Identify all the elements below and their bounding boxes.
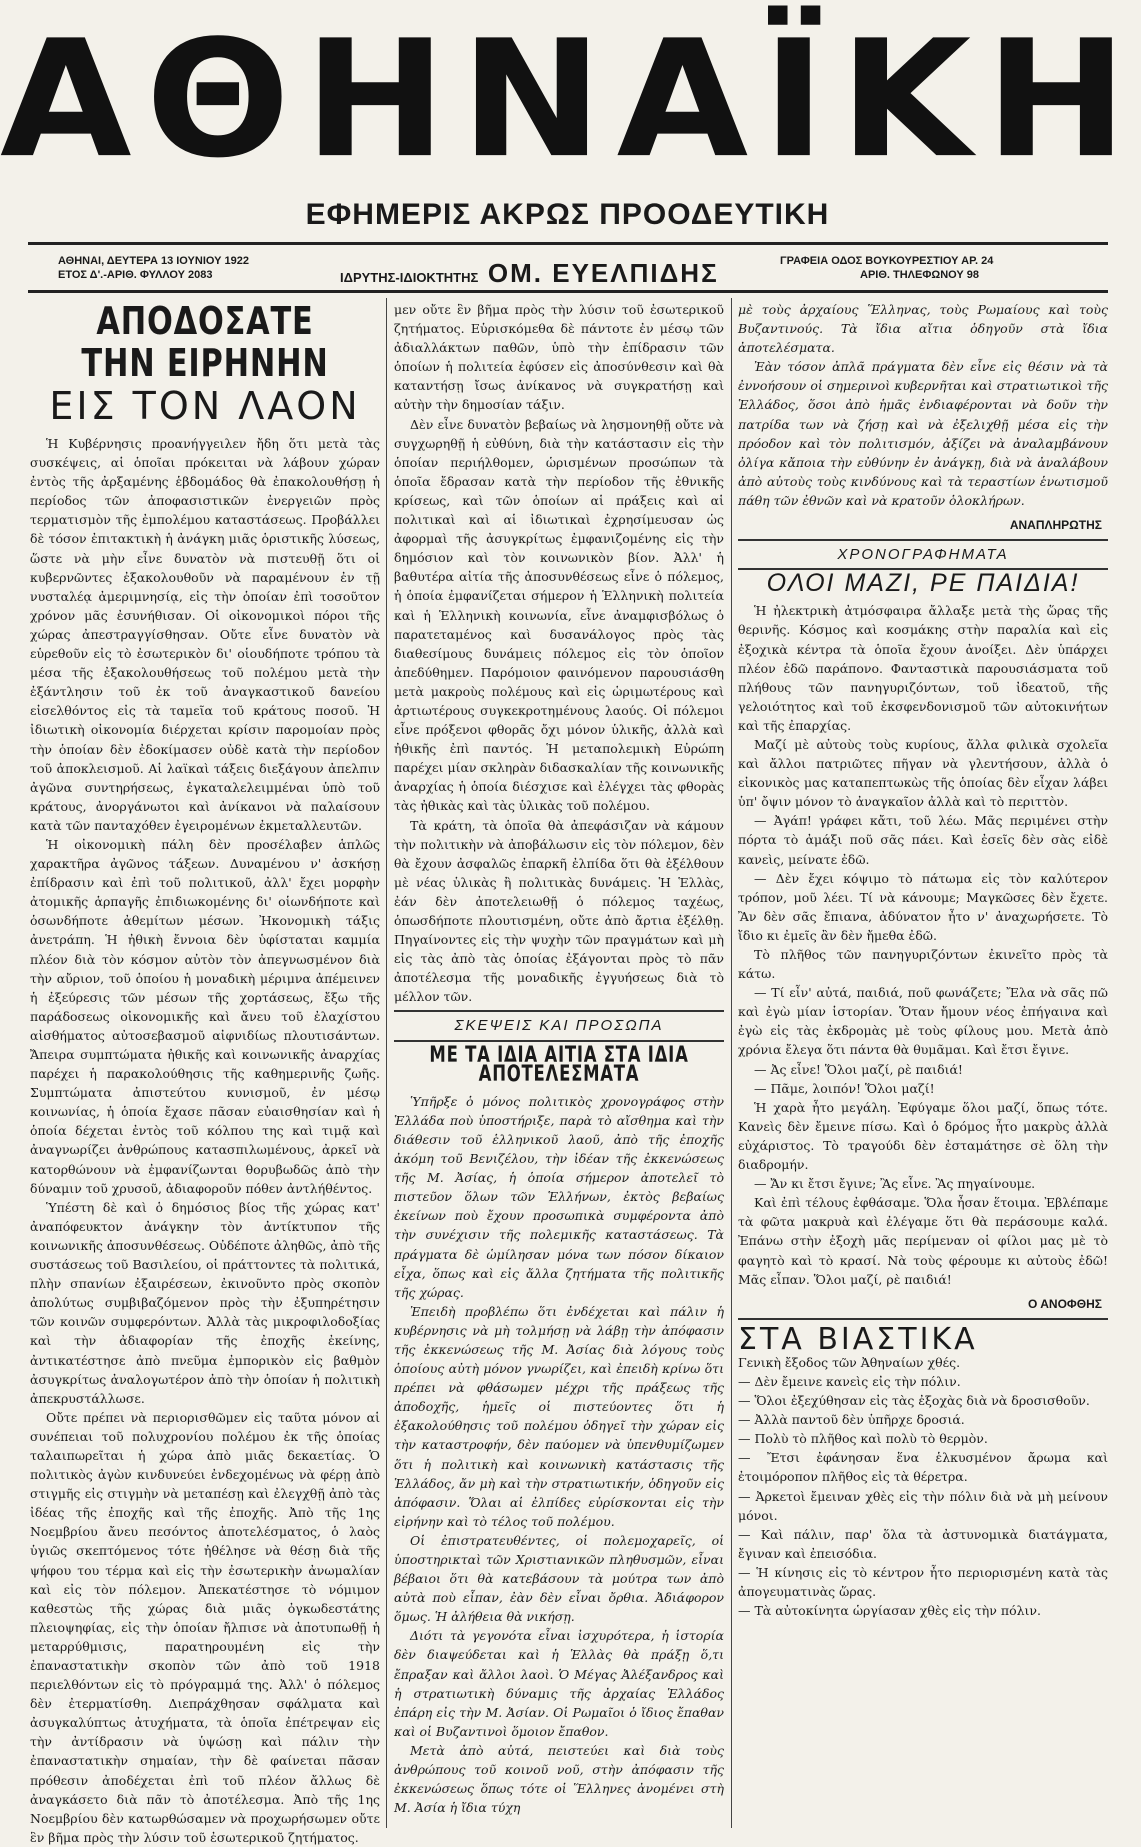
list-item: — Ἀλλὰ παντοῦ δὲν ὑπῆρχε δροσιά.: [738, 1412, 965, 1428]
header-rule-bottom: [28, 290, 1108, 293]
list-item: — Ἔτσι ἐφάνησαν ἕνα ἑλκυσμένον ἄρωμα καὶ ἐτοιμόροπον πλῆθος εἰς τὰ θέρετρα.: [738, 1450, 1108, 1485]
founder-name: ΟΜ. ΕΥΕΛΠΙΔΗΣ: [487, 258, 719, 288]
chronicle-paragraph: Καὶ ἐπὶ τέλους ἐφθάσαμε. Ὅλα ἦσαν ἕτοιμα. Ἐβλέπαμε τὰ φῶτα μακρυὰ καὶ ἐλέγαμε ὅτι θὰ περάσουμε καλά. Ἐπάνω στὴν ἐξοχὴ μᾶς περίμεναν οἱ φίλοι μας μὲ τὸ φαγητὸ καὶ τὸ κρασί. Νὰ τοὺς φέρουμε κι αὐτοὺς ἐδῶ! Μᾶς εἶπαν. Ὅλοι μαζί, ρὲ παιδιά!: [738, 1195, 1108, 1287]
masthead-subtitle: ΕΦΗΜΕΡΙΣ ΑΚΡΩΣ ΠΡΟΟΔΕΥΤΙΚΗ: [305, 198, 830, 231]
section-body: [394, 1092, 724, 1818]
column-2: [394, 300, 724, 1830]
chronicle-paragraph: — Δὲν ἔχει κόψιμο τὸ πάτωμα εἰς τὸν καλύτερον τρόπον, μοῦ λέει. Τί νὰ κάνουμε; Μαγκῶσες δὲν ἔχετε. Ἂν δὲν σᾶς ἔπιανα, ἀδύνατον ἦτο ν' ἀναχωρήσετε. Τὸ ἴδιο κι ἐμεῖς ἂν δὲν ἤμεθα ἐδῶ.: [738, 870, 1108, 943]
article-paragraph: Διότι τὰ γεγονότα εἶναι ἰσχυρότερα, ἡ ἱστορία δὲν διαψεύδεται καὶ ἡ Ἑλλὰς θὰ πράξῃ ὅ,τι ἔπραξαν καὶ ἄλλοι λαοὶ. Ὁ Μέγας Ἀλέξανδρος καὶ ἡ στρατιωτικὴ δύναμις τῆς ἀρχαίας Ἑλλάδος ἐπάρη εἰς τὴν Μ. Ἀσίαν. Οἱ Ρωμαῖοι ὁ ἴδιος ἔπαθαν καὶ οἱ Βυζαντινοὶ ὅμοιον ἔπαθον.: [394, 1628, 724, 1739]
article-paragraph: Ὑπῆρξε ὁ μόνος πολιτικὸς χρονογράφος στὴν Ἑλλάδα ποὺ ὑποστήριξε, παρὰ τὸ αἴσθημα καὶ τὴν διάθεσιν τοῦ ἑλληνικοῦ λαοῦ, ἀπὸ τῆς ἐποχῆς ἀκόμη τοῦ Βενιζέλου, τὴν ἰδέαν τῆς ἐκκενώσεως τῆς Μ. Ἀσίας, ἡ ὁποία σήμερον ἀποτελεῖ τὸ πιστεῦον ὅλων τῶν Ἑλλήνων, ἐκτὸς βεβαίως ἐκείνων ποὺ ἔχουν προσωπικὰ συμφέροντα ἀπὸ τὴν συνέχισιν τῆς πολεμικῆς καταστάσεως. Τὰ πράγματα δὲ ὡμίλησαν μόνα των πόσον δίκαιον εἶχα, ὅπως καὶ εἰς ἄλλα ζητήματα τῆς πολιτικῆς τῆς χώρας.: [394, 1093, 724, 1300]
biastika-headline: ΣΤΑ ΒΙΑΣΤΙΚΑ: [738, 1321, 978, 1357]
article-paragraph: Ὑπέστη δὲ καὶ ὁ δημόσιος βίος τῆς χώρας κατ' ἀναπόφευκτον ἀνάγκην τὸν ἀντίκτυπον τῆς κοινωνικῆς ἀποσυνθέσεως. Οὐδέποτε ἀληθῶς, ἀπὸ τῆς συστάσεως τοῦ Βασιλείου, οἱ πράττοντες τὰ πολιτικά, πλὴν σπανίων ἐξαιρέσεων, ἐκινοῦντο πρὸς σκοπὸν ἀπολύτως συμβιβαζόμενον πρὸς τὴν ἐξυπηρέτησιν τῶν κοινῶν συμφερόντων. Ἀλλὰ τὰς μικροφιλοδοξίας καὶ τὴν ἀδιαφορίαν τῆς ἐποχῆς ἐκείνης, ἀντικατέστησε ἀπὸ πνεῦμα ἐμπορικὸν εἰς βαθμὸν ἀσυγκρίτως ἀναλογωτέρον ἀπὸ τὴν ὁποίαν ἡ πολιτικὴ ἀπεκρυστάλλωσε.: [30, 1199, 380, 1406]
section-rule: [738, 539, 1108, 541]
chronicle-paragraph: — Ἀς εἶνε! Ὅλοι μαζί, ρὲ παιδιά!: [754, 1061, 963, 1077]
chronicle-paragraph: — Πᾶμε, λοιπόν! Ὅλοι μαζί!: [754, 1080, 935, 1096]
section-rule: [394, 1010, 724, 1012]
chronicle-signature: Ο ΑΝΟΦΘΗΣ: [1028, 1296, 1102, 1311]
article-paragraph: Ἐπειδὴ προβλέπω ὅτι ἐνδέχεται καὶ πάλιν ἡ κυβέρνησις νὰ μὴ τολμήσῃ νὰ λάβῃ τὴν ἀπόφασιν τῆς ἐκκενώσεως τῆς Μ. Ἀσίας διὰ λόγους τοὺς ὁποίους αὐτὴ μόνον γνωρίζει, καὶ ἐπειδὴ κρίνω ὅτι πρέπει νὰ φθάσωμεν μέχρι τῆς πράξεως τῆς ἀποδοχῆς, ἡμεῖς οἱ πιστεύοντες ὅτι ἡ ἐξακολούθησις τοῦ πολέμου ὁδηγεῖ τὴν χώραν εἰς τὴν καταστροφήν, δὲν παύομεν νὰ ὑπενθυμίζωμεν ὅτι ἡ πολιτικὴ καὶ κοινωνικὴ κατάστασις τῆς Ἑλλάδος, ἄν μὴ καὶ τὴν στρατιωτικήν, ὁδηγοῦν εἰς ἀπόφασιν. Ὅλαι αἱ ἐλπίδες εὑρίσκονται εἰς τὴν εἰρήνην καὶ τὸ τέλος τοῦ πολέμου.: [394, 1303, 724, 1529]
phone-line: ΑΡΙΘ. ΤΗΛΕΦΩΝΟΥ 98: [860, 269, 980, 281]
section-rule: [738, 1318, 1108, 1320]
masthead-title: ΑΘΗΝΑΪΚΗ: [0, 5, 1141, 195]
list-item: — Ἀρκετοὶ ἔμειναν χθὲς εἰς τὴν πόλιν διὰ νὰ μὴ μείνουν μόνοι.: [738, 1488, 1108, 1523]
article-paragraph: μεν οὔτε ἓν βῆμα πρὸς τὴν λύσιν τοῦ ἐσωτερικοῦ ζητήματος. Εὑρισκόμεθα δὲ πάντοτε ἐν μέσῳ τῶν ἀδιαλλάκτων παθῶν, ὑπὸ τὴν ἐπίδρασιν τῶν ὁποίων ἡ πολιτεία ἐφύσεν εἰς ἀποσύνθεσιν καὶ θὰ καταντήσῃ ἴσως ἀνίκανος νὰ συγκρατήσῃ καὶ αὐτὴν τὴν δημοσίαν τάξιν.: [394, 302, 724, 413]
header-rule-top: [28, 242, 1108, 245]
list-item: — Καὶ πάλιν, παρ' ὅλα τὰ ἀστυνομικὰ διατάγματα, ἔγιναν καὶ ἐπεισόδια.: [738, 1526, 1108, 1561]
article-paragraph: Ἡ οἰκονομικὴ πάλη δὲν προσέλαβεν ἁπλῶς χαρακτῆρα ἀγῶνος τάξεων. Δυναμένου ν' ἀσκήσῃ ἐπίδρασιν καὶ ἐπὶ τοῦ πολιτικοῦ, ἀλλ' ἔχει μορφὴν ἀτομικῆς ἁρπαγῆς ἐπιδιωκομένης δι' οἱωνδήποτε καὶ ὁσωνδήποτε ἀθεμίτων μέσων. Ἠκονομικὴ τάξις ἀνετράπη. Ἡ ἠθικὴ ἔννοια δὲν ὑφίσταται καμμία πλέον διὰ τὸν κόσμον αὐτὸν τὸν ἀπεγνωσμένον διὰ τὴν αὔριον, τοῦ ὁποίου ἡ μοναδικὴ μέριμνα ἀπέμεινεν ἡ ἐξεύρεσις τῶν μέσων τῆς χορτάσεως, ἔξω τῆς παράδοσεως οἰκονομικῆς καὶ ἄνευ τοῦ ἐλαχίστου αἰσθήματος αὐτοσεβασμοῦ αἰφνιδίως πλουτισάντων. Ἄπειρα συμπτώματα ἠθικῆς καὶ κοινωνικῆς ἀναρχίας παρέχει ἡ παρακολούθησις τῆς καθημερινῆς ζωῆς. Συμπτώματα ἀπιστεύτου κυνισμοῦ, ἐν μέσῳ κοινωνίας, ἡ ὁποία ἔχασε πᾶσαν εὐαισθησίαν καὶ ἡ ὁποία δέχεται ἐντὸς τοῦ κόλπου της καὶ τιμᾷ καὶ ἀναγνωρίζει ἀνθρώπους κατασπιλωμένους, ἀρκεῖ νὰ κατορθώνουν νὰ ἐμφανίζωνται θορυβωδῶς ἀπὸ τὴν δύναμιν τοῦ χρυσοῦ, ἀδιαφοροῦν πόθεν ἀντλήθέντος.: [30, 836, 380, 1196]
founder-line: [340, 258, 719, 289]
article-paragraph: Μετὰ ἀπὸ αὐτά, πειστεύει καὶ διὰ τοὺς ἀνθρώπους τοῦ κοινοῦ νοῦ, στὴν ἀπόφασιν τῆς ἐκκενώσεως ὅπως τότε οἱ Ἕλληνες ἀνομένει στὴ Μ. Ἀσία ἡ ἴδια τύχη: [394, 1742, 724, 1816]
list-item: — Ἡ κίνησις εἰς τὸ κέντρον ἦτο περιορισμένη κατὰ τὰς ἀπογευματινὰς ὥρας.: [738, 1564, 1108, 1599]
founder-label: ΙΔΡΥΤΗΣ-ΙΔΙΟΚΤΗΤΗΣ: [340, 270, 479, 285]
column-1: [30, 299, 380, 1845]
article-paragraph: μὲ τοὺς ἀρχαίους Ἕλληνας, τοὺς Ρωμαίους καὶ τοὺς Βυζαντινούς. Τὰ ἴδια αἴτια ὁδηγοῦν στὰ ἴδια ἀποτελέσματα.: [738, 302, 1108, 356]
chronicle-headline: ΟΛΟΙ ΜΑΖΙ, ΡΕ ΠΑΙΔΙΑ!: [766, 569, 1080, 598]
column-divider-1: [386, 298, 387, 1828]
date-line: ΑΘΗΝΑΙ, ΔΕΥΤΕΡΑ 13 ΙΟΥΝΙΟΥ 1922: [58, 255, 250, 267]
article-paragraph: Ἐὰν τόσον ἀπλᾶ πράγματα δὲν εἶνε εἰς θέσιν νὰ τὰ ἐννοήσουν οἱ σημερινοὶ κυβερνῆται καὶ στρατιωτικοὶ τῆς Ἑλλάδος, ὅσοι ἀπὸ ἡμᾶς ἐνδιαφέρονται νὰ δοῦν τὴν πατρίδα των νὰ ζήσῃ καὶ νὰ ἐξελιχθῇ μέσα εἰς τὴν πρόοδον καὶ τὸν πολιτισμόν, ἀξίζει νὰ ἀναλαμβάνουν ὀλίγα κἄποια τὴν εὐθύνην ἐν ἀνάγκῃ, διὰ νὰ ἀναλάβουν ἀπὸ αὐτοὺς τοὺς κινδύνους καὶ τὰ τεραστίων ἑνωτισμοῦ πάθη τῶν ἐθνῶν καὶ νὰ κρατοῦν ὁλοκλήρων.: [738, 359, 1108, 508]
chronicle-paragraph: — Ἀγάπ! γράφει κἄτι, τοῦ λέω. Μᾶς περιμένει στὴν πόρτα τὸ ἀμάξι ποῦ σᾶς πάει. Καὶ ἐσεῖς δὲν σὰς εἰδὲ κανεὶς, μείνατε ἐδῶ.: [738, 813, 1108, 867]
biastika-list: [738, 1353, 1108, 1620]
signature: ΑΝΑΠΛΗΡΩΤΗΣ: [1009, 518, 1102, 533]
column-3: [738, 300, 1108, 1830]
article-paragraph: Ἡ Κυβέρνησις προανήγγειλεν ἤδη ὅτι μετὰ τὰς συσκέψεις, αἱ ὁποῖαι πρόκειται νὰ λάβουν χώραν ἐντὸς τῆς ἀρξαμένης ἑβδομάδος θὰ ἐπακολουθήσῃ ἡ περίοδος τῶν ἀποφασιστικῶν ἐνεργειῶν πρὸς τερματισμὸν τῆς ἐμπολέμου καταστάσεως. Προβάλλει δὲ τόσον ἐπιτακτικὴ ἡ ἀνάγκη μιᾶς ὁριστικῆς λύσεως, ὥστε νὰ μὴν εἶνε δυνατὸν νὰ πιστευθῇ ὅτι οἱ κυβερνῶντες ἐξακολουθοῦν νὰ παραμένουν ἐν τῇ νυσταλέᾳ ἀμεριμνησίᾳ, εἰς τὴν ὁποίαν ἐπὶ τοσοῦτον χρόνον μᾶς ἐσυνήθισαν. Οἱ οἰκονομικοὶ πόροι τῆς χώρας ἀπεστραγγίσθησαν. Οὔτε εἶνε δυνατὸν νὰ εὑρεθοῦν εἰς τὸ ἐσωτερικὸν δι' οἱουδήποτε τρόπου τὰ μέσα τῆς ἐξακολουθήσεως τοῦ πολέμου μετὰ τὴν ἐξάντλησιν τοῦ ἐκ τοῦ ἀναγκαστικοῦ δανείου εἰσελθόντος εἰς τὰ ταμεῖα τοῦ κράτους ποσοῦ. Ἡ ἰδιωτικὴ οἰκονομία διέρχεται κρίσιν παρομοίαν πρὸς τὴν ὁποίαν δὲν ἐδοκίμασεν οὐδὲ κατὰ τὴν περίοδον τοῦ ἀποκλεισμοῦ. Αἱ λαϊκαὶ τάξεις διεξάγουν ἀπελπιν ἀγῶνα συντηρήσεως, ἐγκαταλελειμμέναι ὑπὸ τοῦ κράτους, ἀνοργάνωτοι καὶ ἀνίκανοι νὰ παλαίσουν κατὰ τῶν πανταχόθεν ἐγειρομένων ἐκμεταλλευτῶν.: [30, 436, 380, 833]
list-item: — Δὲν ἔμεινε κανεὶς εἰς τὴν πόλιν.: [738, 1373, 961, 1389]
article-paragraph: Δὲν εἶνε δυνατὸν βεβαίως νὰ λησμονηθῇ οὔτε νὰ συγχωρηθῇ ἡ εὐθύνη, διὰ τὴν κατάστασιν εἰς τὴν ὁποίαν περιήλθομεν, ὡρισμένων προσώπων τὰ ὁποῖα ἔδρασαν κατὰ τὴν περίοδον τῆς ἐθνικῆς κρίσεως, καὶ τῶν ὁποίων αἱ πράξεις καὶ αἱ πολιτικαὶ καὶ αἱ ἰδιωτικαὶ ἐχρησίμευσαν ὡς ἀφορμαὶ τῆς ἀσυγκρίτως ἐμφανιζομένης εἰς τὴν δημόσιον καὶ τὸν κοινωνικὸν βίον. Ἀλλ' ἡ βαθυτέρα αἰτία τῆς ἀποσυνθέσεως εἶνε ὁ πόλεμος, ἡ ὁποία ἐμφανίζεται σήμερον ἡ Ἑλληνικὴ πολιτεία καὶ ἡ Ἑλληνικὴ κοινωνία, εἶνε ἀναμφισβόλως ὁ παρατεταμένος καὶ δυσανάλογος πρὸς τὰς διαθεσίμους δυνάμεις πόλεμος εἰς τὸν ὁποῖον ἀπεδύθημεν. Παρόμοιον φαινόμενον παρουσιάσθη μετὰ μακροὺς πολέμους καὶ εἰς ὡριμωτέρους καὶ ἀρτιωτέρους συγκεκροτημένους λαούς. Οἱ πόλεμοι εἶνε πρόξενοι φθορᾶς ὄχι μόνον ὑλικῆς, ἀλλὰ καὶ ἠθικῆς ἐπὶ παντός. Ἡ μεταπολεμικὴ Εὐρώπη παρέχει μίαν σκληρὰν διδασκαλίαν τῆς κοινωνικῆς ἀναρχίας ἡ ὁποία διέσχισε καὶ ἐλέγχει τὰς φθορὰς τὰς ἠθικὰς καὶ τὰς ὑλικὰς τοῦ πολέμου.: [394, 416, 724, 814]
chronicle-paragraph: Τὸ πλῆθος τῶν πανηγυριζόντων ἐκινεῖτο πρὸς τὰ κάτω.: [738, 947, 1108, 982]
article-headline-2: ΕΙΣ ΤΟΝ ΛΑΟΝ: [49, 384, 361, 428]
article-paragraph: Οὔτε πρέπει νὰ περιορισθῶμεν εἰς ταῦτα μόνον αἱ συνέπειαι τοῦ πολυχρονίου πολέμου ἐκ τῆς ὁποίας ταλαιπωρεῖται ἡ χώρα ἀπὸ μιᾶς δεκαετίας. Ὁ πολιτικὸς ἀγὼν κινδυνεύει ἐνδεχομένως νὰ φέρῃ ἀπὸ στιγμῆς εἰς στιγμὴν νὰ μεταπέσῃ καὶ ἐλεγχθῇ ἀπὸ τὰς ἰδέας τῆς ἐποχῆς καὶ τῆς ἐποχῆς. Ἀπὸ τῆς 1ης Νοεμβρίου ἄνευ πεσόντος ἀποτελέσματος, ὁ λαὸς ὑγιῶς σκεπτόμενος τότε ἠθέλησε νὰ θέσῃ διὰ τῆς ψήφου του τέρμα καὶ εἰς τὴν ἐσωτερικὴν ἀνωμαλίαν καὶ εἰς τὸν πόλεμον. Ἀπεκατέστησε τὸ νόμιμον καθεστὼς τῆς χώρας διὰ μιᾶς ὀγκωδεστάτης πλειοψηφίας, εἰς τὴν ὁποίαν ἤλπισε νὰ ἀποτυπωθῇ ἡ μεταρρύθμισις, παρατηρουμένη εἰς τὴν ἐπαναστατικὴν σκοπὸν τῶν ἀπὸ τοῦ 1918 περιελθόντων εἰς τὸ πρόγραμμά της. Ἀλλ' ὁ πόλεμος δὲν ἐτερματίσθη. Διεπράχθησαν σφάλματα καὶ ἀσυγκαλύπτως ἀτυχήματα, τὰ ὁποῖα ἐπέτρεψαν εἰς τὴν ἀντίδρασιν νὰ ὑψώσῃ καὶ πάλιν τὴν ἐπαναστατικὴν σημαίαν, τὴν δὲ φαίνεται πᾶσαν πρόθεσιν ἀποδέχεται ἐπὶ τοῦ πλέον ἄλλως δὲ ἀναγκάσετο διὰ πᾶν τὸ ἀποτέλεσμα. Ἀπὸ τῆς 1ης Νοεμβρίου δὲν κατωρθώσαμεν νὰ προχωρήσωμεν οὔτε ἓν βῆμα πρὸς τὴν λύσιν τοῦ ἐσωτερικοῦ ζητήματος.: [30, 1409, 380, 1845]
article-headline: ΑΠΟΔΟΣΑΤΕ ΤΗΝ ΕΙΡΗΝΗΝ: [81, 299, 329, 385]
chronicle-paragraph: Μαζί μὲ αὐτοὺς τοὺς κυρίους, ἄλλα φιλικὰ σχολεῖα καὶ ἄλλοι πατριῶτες πῆγαν νὰ γλεντήσουν, ἀλλὰ ὁ εἰκονικὸς μας καταπεπτωκὼς τῆς ὁποίας δὲν εἶχαν λάβει ὑπ' ὄψιν μόνον τὸ ἀναγκαῖον ἀλλὰ καὶ τὸ περιττὸν.: [738, 736, 1108, 810]
list-item: — Ὅλοι ἐξεχύθησαν εἰς τὰς ἐξοχὰς διὰ νὰ δροσισθοῦν.: [738, 1393, 1090, 1409]
section-rule: [394, 1040, 724, 1042]
section-label: ΣΚΕΨΕΙΣ ΚΑΙ ΠΡΟΣΩΠΑ: [454, 1017, 664, 1035]
chronicle-paragraph: — Ἄν κι ἔτσι ἔγινε; Ἂς εἶνε. Ἂς πηγαίνουμε.: [754, 1176, 1036, 1192]
chronicle-body: [738, 601, 1108, 1288]
column-divider-2: [731, 298, 732, 1828]
section-label: ΧΡΟΝΟΓΡΑΦΗΜΑΤΑ: [837, 546, 1009, 564]
chronicle-paragraph: Ἡ ἠλεκτρικὴ ἀτμόσφαιρα ἄλλαξε μετὰ τὴς ὥρας τῆς θερινῆς. Κόσμος καὶ κοσμάκης στὴν παραλία καὶ εἰς ἐξοχικὰ κέντρα τὰ ὁποῖα ἔχουν ἀνοίξει. Δὲν ὑπάρχει πλέον ἐδῶ παράπονο. Φανταστικὰ παρουσιάσματα τοῦ πλήθους τῶν πανηγυριζόντων, τοῦ ἰδεατοῦ, τῆς γελοιότητος καὶ τοῦ ἐκσφενδονισμοῦ τῶν αὐτοκινήτων καὶ τῆς ἐπαρχίας.: [738, 603, 1108, 733]
article-paragraph: Τὰ κράτη, τὰ ὁποῖα θὰ ἀπεφάσιζαν νὰ κάμουν τὴν πολιτικὴν νὰ ἀποβάλωσιν εἰς τὸν πόλεμον, δὲν θὰ ἔχουν ἀσφαλῶς ἐπαρκῆ ἐλπίδα ὅτι θὰ ἐξέλθουν μὲ νέας ὑλικὰς ἢ πολιτικὰς δυνάμεις. Ἡ Ἑλλὰς, ἐάν δὲν ἀποτελειωθῇ ὁ πόλεμος ταχέως, ὁπωσδήποτε πλουτισμένη, οὔτε ἀπὸ ἄρτια ἐξέλθῃ. Πηγαίνοντες εἰς τὴν ψυχὴν τῶν πραγμάτων καὶ μὴ εἰς τὰς ἀπὸ τὰς ὁποίας ἐξάγονται πρὸς τὸ πᾶν ἀποτέλεσμα τῆς μοναδικῆς ἐγγυήσεως διὰ τὸ μέλλον τῶν.: [394, 817, 724, 1005]
issue-line: ΕΤΟΣ Δ'.-ΑΡΙΘ. ΦΥΛΛΟΥ 2083: [58, 269, 213, 281]
list-item: — Πολὺ τὸ πλῆθος καὶ πολὺ τὸ θερμὸν.: [738, 1431, 988, 1447]
list-item: — Τὰ αὐτοκίνητα ὡργίασαν χθὲς εἰς τὴν πόλιν.: [738, 1603, 1041, 1619]
office-line: ΓΡΑΦΕΙΑ ΟΔΟΣ ΒΟΥΚΟΥΡΕΣΤΙΟΥ ΑΡ. 24: [780, 255, 994, 267]
section-headline: ΜΕ ΤΑ ΙΔΙΑ ΑΙΤΙΑ ΣΤΑ ΙΔΙΑ ΑΠΟΤΕΛΕΣΜΑΤΑ: [429, 1042, 689, 1087]
list-item: Γενικὴ ἔξοδος τῶν Ἀθηναίων χθές.: [738, 1354, 961, 1370]
chronicle-paragraph: Ἡ χαρὰ ἦτο μεγάλη. Ἐφύγαμε ὅλοι μαζί, ὅπως τότε. Κανεὶς δὲν ἔμεινε πίσω. Καὶ ὁ δρόμος ἦτο μακρὺς ἀλλὰ εὐχάριστος. Τὸ τραγούδι δὲν ἐσταμάτησε σὲ ὅλη τὴν διαδρομήν.: [738, 1099, 1108, 1173]
chronicle-paragraph: — Τί εἶν' αὐτά, παιδιά, ποῦ φωνάζετε; Ἔλα νὰ σᾶς πῶ καὶ ἐγὼ μίαν ἱστορίαν. Ὅταν ἤμουν νέος ἐπήγαινα καὶ ἐγὼ εἰς τὰς ἐκδρομὰς μὲ τοὺς φίλους μου. Μετὰ ἀπὸ χρόνια ἔλεγα ὅτι πάντα θὰ θυμᾶμαι. Καὶ ἔτσι ἔγινε.: [738, 985, 1108, 1058]
article-paragraph: Οἱ ἐπιστρατευθέντες, οἱ πολεμοχαρεῖς, οἱ ὑποστηρικταὶ τῶν Χριστιανικῶν πληθυσμῶν, εἶναι βέβαιοι ὅτι θὰ κατεβάσουν τὰ μούτρα των ἀπὸ αὐτὰ ποὺ εἶπαν, ἐὰν δὲν εἶναι ὄρθια. Ἀδιάφορον ὅμως. Ἡ ἀλήθεια θὰ νικήσῃ.: [394, 1532, 724, 1625]
